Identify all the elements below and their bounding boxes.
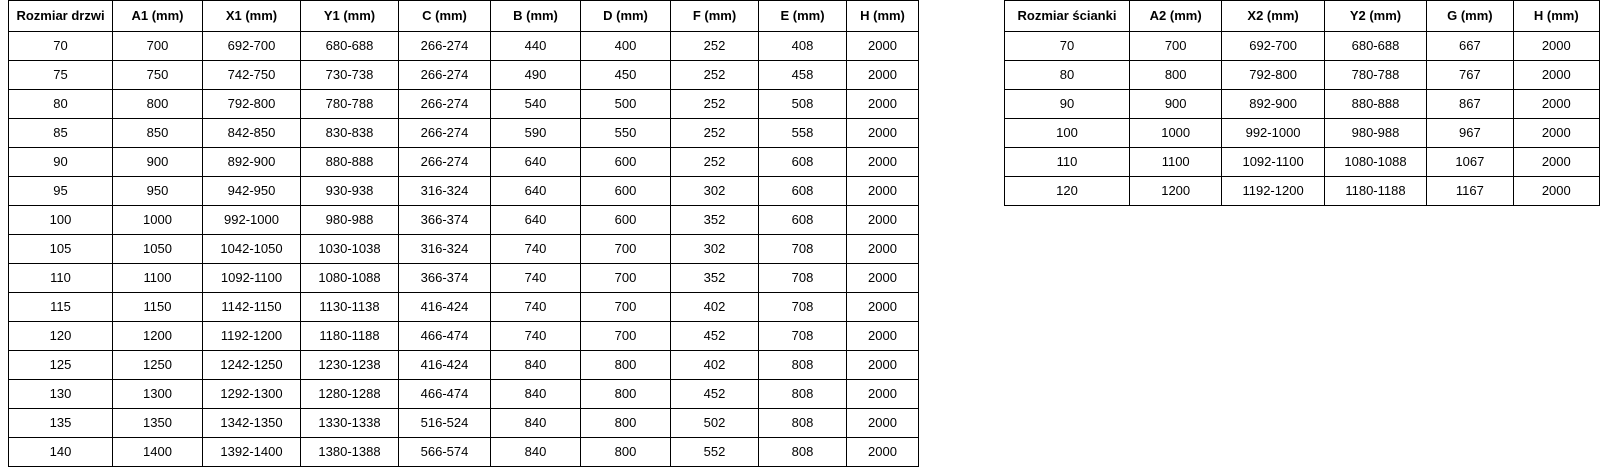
table-cell: 252 bbox=[671, 119, 759, 148]
table-row bbox=[9, 380, 919, 409]
table-row bbox=[9, 264, 919, 293]
walls-dimensions-table bbox=[1004, 0, 1600, 206]
table-cell: 416-424 bbox=[399, 351, 491, 380]
table-cell: 125 bbox=[9, 351, 113, 380]
table-cell: 70 bbox=[1005, 32, 1130, 61]
table-cell: 708 bbox=[759, 322, 847, 351]
table-cell: 508 bbox=[759, 90, 847, 119]
table-cell: 266-274 bbox=[399, 119, 491, 148]
table-cell: 808 bbox=[759, 380, 847, 409]
table-cell: 110 bbox=[1005, 148, 1130, 177]
table-cell: 466-474 bbox=[399, 322, 491, 351]
table-cell: 950 bbox=[113, 177, 203, 206]
table-cell: 780-788 bbox=[301, 90, 399, 119]
table-header-row bbox=[1005, 1, 1600, 32]
table-cell: 95 bbox=[9, 177, 113, 206]
table-cell: 452 bbox=[671, 322, 759, 351]
table-cell: 490 bbox=[491, 61, 581, 90]
doors-dimensions-table bbox=[8, 0, 919, 467]
table-cell: 840 bbox=[491, 409, 581, 438]
table-cell: 850 bbox=[113, 119, 203, 148]
table-cell: 700 bbox=[581, 235, 671, 264]
table-cell: 266-274 bbox=[399, 61, 491, 90]
table-cell: 880-888 bbox=[1324, 90, 1426, 119]
table-row bbox=[9, 32, 919, 61]
table-cell: 450 bbox=[581, 61, 671, 90]
table-cell: 640 bbox=[491, 148, 581, 177]
walls-column-header: Rozmiar ścianki bbox=[1005, 1, 1130, 32]
table-cell: 792-800 bbox=[203, 90, 301, 119]
table-cell: 1400 bbox=[113, 438, 203, 467]
table-cell: 600 bbox=[581, 206, 671, 235]
table-cell: 1200 bbox=[113, 322, 203, 351]
table-cell: 880-888 bbox=[301, 148, 399, 177]
table-cell: 302 bbox=[671, 235, 759, 264]
doors-column-header: F (mm) bbox=[671, 1, 759, 32]
table-cell: 516-524 bbox=[399, 409, 491, 438]
table-cell: 2000 bbox=[847, 61, 919, 90]
table-row bbox=[9, 322, 919, 351]
table-cell: 608 bbox=[759, 177, 847, 206]
table-cell: 1392-1400 bbox=[203, 438, 301, 467]
table-cell: 1100 bbox=[113, 264, 203, 293]
table-cell: 930-938 bbox=[301, 177, 399, 206]
table-cell: 780-788 bbox=[1324, 61, 1426, 90]
table-cell: 600 bbox=[581, 148, 671, 177]
table-cell: 980-988 bbox=[1324, 119, 1426, 148]
table-cell: 130 bbox=[9, 380, 113, 409]
table-cell: 316-324 bbox=[399, 235, 491, 264]
table-cell: 252 bbox=[671, 148, 759, 177]
table-cell: 840 bbox=[491, 380, 581, 409]
doors-dimensions-table-container bbox=[8, 0, 919, 467]
doors-column-header: Y1 (mm) bbox=[301, 1, 399, 32]
table-cell: 2000 bbox=[847, 293, 919, 322]
doors-column-header: X1 (mm) bbox=[203, 1, 301, 32]
table-row bbox=[9, 61, 919, 90]
table-cell: 2000 bbox=[847, 148, 919, 177]
table-cell: 992-1000 bbox=[203, 206, 301, 235]
table-cell: 1142-1150 bbox=[203, 293, 301, 322]
walls-dimensions-table-container bbox=[1004, 0, 1600, 206]
table-cell: 2000 bbox=[847, 32, 919, 61]
table-cell: 1200 bbox=[1129, 177, 1221, 206]
table-cell: 416-424 bbox=[399, 293, 491, 322]
table-cell: 252 bbox=[671, 32, 759, 61]
table-cell: 700 bbox=[1129, 32, 1221, 61]
table-cell: 1242-1250 bbox=[203, 351, 301, 380]
table-cell: 1342-1350 bbox=[203, 409, 301, 438]
table-cell: 302 bbox=[671, 177, 759, 206]
table-cell: 892-900 bbox=[1222, 90, 1324, 119]
table-cell: 366-374 bbox=[399, 206, 491, 235]
table-cell: 1067 bbox=[1427, 148, 1513, 177]
table-row bbox=[9, 409, 919, 438]
table-row bbox=[1005, 32, 1600, 61]
table-cell: 2000 bbox=[1513, 90, 1599, 119]
walls-column-header: H (mm) bbox=[1513, 1, 1599, 32]
table-cell: 740 bbox=[491, 322, 581, 351]
table-cell: 700 bbox=[113, 32, 203, 61]
doors-column-header: B (mm) bbox=[491, 1, 581, 32]
table-cell: 1030-1038 bbox=[301, 235, 399, 264]
table-cell: 85 bbox=[9, 119, 113, 148]
table-cell: 942-950 bbox=[203, 177, 301, 206]
table-cell: 808 bbox=[759, 409, 847, 438]
table-cell: 352 bbox=[671, 264, 759, 293]
table-cell: 792-800 bbox=[1222, 61, 1324, 90]
table-cell: 640 bbox=[491, 206, 581, 235]
table-cell: 742-750 bbox=[203, 61, 301, 90]
table-cell: 667 bbox=[1427, 32, 1513, 61]
walls-table-header bbox=[1005, 1, 1600, 32]
table-cell: 1092-1100 bbox=[1222, 148, 1324, 177]
table-cell: 402 bbox=[671, 293, 759, 322]
table-cell: 967 bbox=[1427, 119, 1513, 148]
table-cell: 608 bbox=[759, 148, 847, 177]
table-cell: 352 bbox=[671, 206, 759, 235]
table-header-row bbox=[9, 1, 919, 32]
table-cell: 115 bbox=[9, 293, 113, 322]
table-cell: 700 bbox=[581, 264, 671, 293]
doors-column-header: A1 (mm) bbox=[113, 1, 203, 32]
table-cell: 808 bbox=[759, 351, 847, 380]
table-cell: 1150 bbox=[113, 293, 203, 322]
table-cell: 552 bbox=[671, 438, 759, 467]
table-cell: 500 bbox=[581, 90, 671, 119]
table-row bbox=[1005, 61, 1600, 90]
table-row bbox=[9, 119, 919, 148]
table-cell: 750 bbox=[113, 61, 203, 90]
table-row bbox=[9, 90, 919, 119]
table-row bbox=[9, 235, 919, 264]
table-cell: 366-374 bbox=[399, 264, 491, 293]
walls-column-header: A2 (mm) bbox=[1129, 1, 1221, 32]
table-cell: 70 bbox=[9, 32, 113, 61]
table-cell: 2000 bbox=[847, 235, 919, 264]
table-cell: 135 bbox=[9, 409, 113, 438]
table-cell: 75 bbox=[9, 61, 113, 90]
table-cell: 2000 bbox=[847, 177, 919, 206]
table-cell: 600 bbox=[581, 177, 671, 206]
table-cell: 266-274 bbox=[399, 90, 491, 119]
table-row bbox=[1005, 119, 1600, 148]
table-cell: 730-738 bbox=[301, 61, 399, 90]
table-cell: 550 bbox=[581, 119, 671, 148]
table-cell: 120 bbox=[1005, 177, 1130, 206]
table-cell: 2000 bbox=[847, 322, 919, 351]
table-row bbox=[1005, 90, 1600, 119]
table-row bbox=[9, 351, 919, 380]
table-cell: 900 bbox=[1129, 90, 1221, 119]
table-cell: 2000 bbox=[847, 90, 919, 119]
table-cell: 2000 bbox=[847, 119, 919, 148]
table-cell: 1000 bbox=[1129, 119, 1221, 148]
table-cell: 800 bbox=[113, 90, 203, 119]
table-cell: 692-700 bbox=[203, 32, 301, 61]
table-cell: 558 bbox=[759, 119, 847, 148]
table-cell: 316-324 bbox=[399, 177, 491, 206]
table-cell: 100 bbox=[1005, 119, 1130, 148]
doors-table-header bbox=[9, 1, 919, 32]
table-cell: 800 bbox=[581, 380, 671, 409]
table-cell: 767 bbox=[1427, 61, 1513, 90]
table-cell: 692-700 bbox=[1222, 32, 1324, 61]
table-row bbox=[1005, 148, 1600, 177]
table-cell: 840 bbox=[491, 438, 581, 467]
table-cell: 110 bbox=[9, 264, 113, 293]
table-cell: 842-850 bbox=[203, 119, 301, 148]
table-cell: 1042-1050 bbox=[203, 235, 301, 264]
table-cell: 2000 bbox=[847, 206, 919, 235]
table-cell: 1250 bbox=[113, 351, 203, 380]
doors-column-header: D (mm) bbox=[581, 1, 671, 32]
table-cell: 120 bbox=[9, 322, 113, 351]
table-cell: 700 bbox=[581, 322, 671, 351]
table-cell: 1050 bbox=[113, 235, 203, 264]
table-cell: 266-274 bbox=[399, 148, 491, 177]
doors-column-header: E (mm) bbox=[759, 1, 847, 32]
table-cell: 105 bbox=[9, 235, 113, 264]
table-cell: 1100 bbox=[1129, 148, 1221, 177]
walls-column-header: Y2 (mm) bbox=[1324, 1, 1426, 32]
table-cell: 800 bbox=[1129, 61, 1221, 90]
table-row bbox=[9, 293, 919, 322]
table-cell: 2000 bbox=[1513, 148, 1599, 177]
doors-column-header: H (mm) bbox=[847, 1, 919, 32]
table-cell: 800 bbox=[581, 438, 671, 467]
table-cell: 680-688 bbox=[1324, 32, 1426, 61]
table-row bbox=[9, 177, 919, 206]
table-cell: 1092-1100 bbox=[203, 264, 301, 293]
table-cell: 830-838 bbox=[301, 119, 399, 148]
table-cell: 1300 bbox=[113, 380, 203, 409]
doors-column-header: Rozmiar drzwi bbox=[9, 1, 113, 32]
table-cell: 900 bbox=[113, 148, 203, 177]
table-cell: 808 bbox=[759, 438, 847, 467]
table-cell: 608 bbox=[759, 206, 847, 235]
table-cell: 640 bbox=[491, 177, 581, 206]
table-cell: 502 bbox=[671, 409, 759, 438]
table-cell: 708 bbox=[759, 293, 847, 322]
table-cell: 590 bbox=[491, 119, 581, 148]
table-cell: 840 bbox=[491, 351, 581, 380]
table-cell: 867 bbox=[1427, 90, 1513, 119]
table-cell: 1192-1200 bbox=[203, 322, 301, 351]
table-cell: 800 bbox=[581, 409, 671, 438]
table-cell: 452 bbox=[671, 380, 759, 409]
table-cell: 252 bbox=[671, 90, 759, 119]
doors-column-header: C (mm) bbox=[399, 1, 491, 32]
table-cell: 540 bbox=[491, 90, 581, 119]
table-cell: 708 bbox=[759, 235, 847, 264]
table-cell: 680-688 bbox=[301, 32, 399, 61]
table-cell: 2000 bbox=[847, 380, 919, 409]
table-cell: 1280-1288 bbox=[301, 380, 399, 409]
table-cell: 80 bbox=[1005, 61, 1130, 90]
table-cell: 892-900 bbox=[203, 148, 301, 177]
table-cell: 466-474 bbox=[399, 380, 491, 409]
table-cell: 1380-1388 bbox=[301, 438, 399, 467]
table-cell: 2000 bbox=[1513, 119, 1599, 148]
table-cell: 2000 bbox=[1513, 61, 1599, 90]
table-cell: 708 bbox=[759, 264, 847, 293]
table-cell: 740 bbox=[491, 235, 581, 264]
table-row bbox=[9, 148, 919, 177]
table-cell: 1292-1300 bbox=[203, 380, 301, 409]
walls-column-header: X2 (mm) bbox=[1222, 1, 1324, 32]
table-cell: 140 bbox=[9, 438, 113, 467]
table-cell: 100 bbox=[9, 206, 113, 235]
table-cell: 1330-1338 bbox=[301, 409, 399, 438]
table-cell: 2000 bbox=[847, 438, 919, 467]
table-cell: 2000 bbox=[847, 351, 919, 380]
table-cell: 980-988 bbox=[301, 206, 399, 235]
table-cell: 2000 bbox=[1513, 177, 1599, 206]
walls-table-body bbox=[1005, 32, 1600, 206]
table-row bbox=[9, 438, 919, 467]
table-cell: 1130-1138 bbox=[301, 293, 399, 322]
table-cell: 80 bbox=[9, 90, 113, 119]
table-cell: 90 bbox=[9, 148, 113, 177]
table-cell: 740 bbox=[491, 264, 581, 293]
table-cell: 2000 bbox=[1513, 32, 1599, 61]
table-cell: 400 bbox=[581, 32, 671, 61]
table-cell: 90 bbox=[1005, 90, 1130, 119]
table-row bbox=[1005, 177, 1600, 206]
table-cell: 992-1000 bbox=[1222, 119, 1324, 148]
table-cell: 1000 bbox=[113, 206, 203, 235]
table-cell: 266-274 bbox=[399, 32, 491, 61]
table-cell: 252 bbox=[671, 61, 759, 90]
table-cell: 1167 bbox=[1427, 177, 1513, 206]
table-cell: 1230-1238 bbox=[301, 351, 399, 380]
table-row bbox=[9, 206, 919, 235]
table-cell: 1080-1088 bbox=[301, 264, 399, 293]
walls-column-header: G (mm) bbox=[1427, 1, 1513, 32]
table-cell: 1350 bbox=[113, 409, 203, 438]
table-cell: 566-574 bbox=[399, 438, 491, 467]
doors-table-body bbox=[9, 32, 919, 467]
table-cell: 1192-1200 bbox=[1222, 177, 1324, 206]
table-cell: 1180-1188 bbox=[1324, 177, 1426, 206]
table-cell: 440 bbox=[491, 32, 581, 61]
table-cell: 2000 bbox=[847, 264, 919, 293]
table-cell: 800 bbox=[581, 351, 671, 380]
table-cell: 1080-1088 bbox=[1324, 148, 1426, 177]
table-cell: 408 bbox=[759, 32, 847, 61]
table-cell: 740 bbox=[491, 293, 581, 322]
table-cell: 2000 bbox=[847, 409, 919, 438]
table-cell: 1180-1188 bbox=[301, 322, 399, 351]
table-cell: 458 bbox=[759, 61, 847, 90]
table-cell: 700 bbox=[581, 293, 671, 322]
table-cell: 402 bbox=[671, 351, 759, 380]
